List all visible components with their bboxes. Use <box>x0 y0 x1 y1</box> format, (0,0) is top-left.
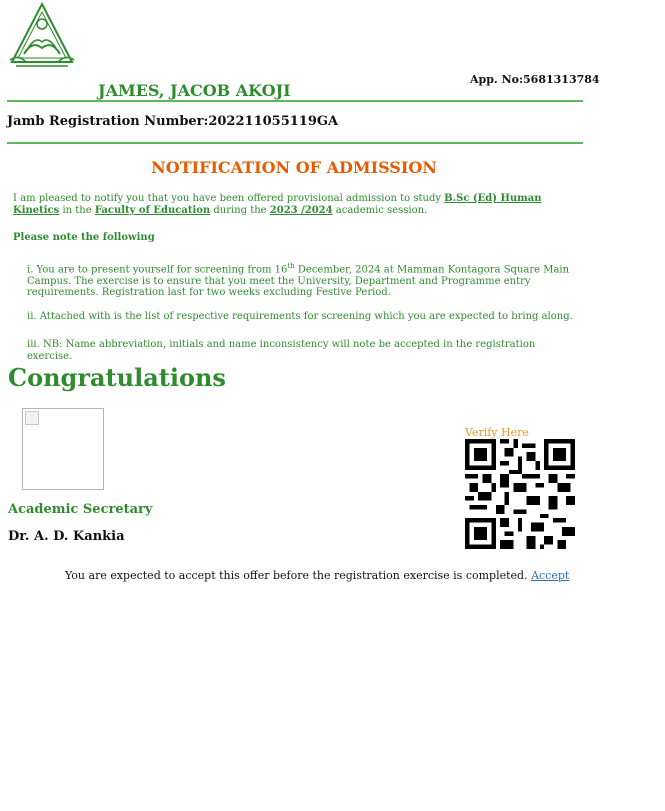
signatory-name: Dr. A. D. Kankia <box>8 529 125 544</box>
note-item-3: iii. NB: Name abbreviation, initials and name inconsistency will note be accepted in the registration exercise. <box>27 339 536 362</box>
item-1-sup: th <box>287 262 295 270</box>
item-1-text-a: i. You are to present yourself for screening from 16 <box>27 264 288 276</box>
note-item-1 <box>27 261 575 299</box>
divider-top <box>7 100 583 102</box>
session-name: 2023 /2024 <box>269 205 333 216</box>
app-no-value: 5681313784 <box>523 73 600 86</box>
footer-note <box>65 569 569 582</box>
jamb-number: 202211055119GA <box>208 114 339 129</box>
signatory-title: Academic Secretary <box>8 502 153 517</box>
intro-text-3: during the <box>210 205 270 216</box>
footer-text: You are expected to accept this offer before the registration exercise is completed. <box>65 569 532 582</box>
programme-name: B.Sc (Ed) Human Kinetics <box>13 193 542 216</box>
accept-link[interactable]: Accept <box>531 569 570 582</box>
applicant-name: JAMES, JACOB AKOJI <box>98 81 291 100</box>
congratulations-heading: Congratulations <box>8 363 226 392</box>
faculty-name: Faculty of Education <box>94 205 211 216</box>
divider-middle <box>7 142 583 144</box>
qr-code[interactable] <box>465 439 575 549</box>
signature-image <box>22 408 104 490</box>
jamb-registration <box>7 114 338 129</box>
note-heading: Please note the following <box>13 232 155 243</box>
intro-text-2: in the <box>59 205 95 216</box>
app-no-label: App. No: <box>470 73 524 86</box>
page-title: NOTIFICATION OF ADMISSION <box>151 158 437 177</box>
application-number <box>470 73 600 86</box>
intro-text-1: I am pleased to notify you that you have been offered provisional admission to study <box>13 193 445 204</box>
intro-text-4: academic session. <box>332 205 428 216</box>
item-1-text-b: December, 2024 at Mamman Kontagora Square Main Campus. The exercise is to ensure that you meet the University, Department and Programme entry requirements. Registration last for two weeks excluding Festive Period. <box>27 264 570 299</box>
note-item-2: ii. Attached with is the list of respective requirements for screening which you are expected to bring along. <box>27 311 573 322</box>
admission-intro <box>13 193 573 217</box>
verify-label: Verify Here <box>465 426 529 439</box>
university-logo <box>6 2 78 68</box>
jamb-label: Jamb Registration Number: <box>7 114 209 129</box>
broken-image-icon <box>25 411 39 425</box>
